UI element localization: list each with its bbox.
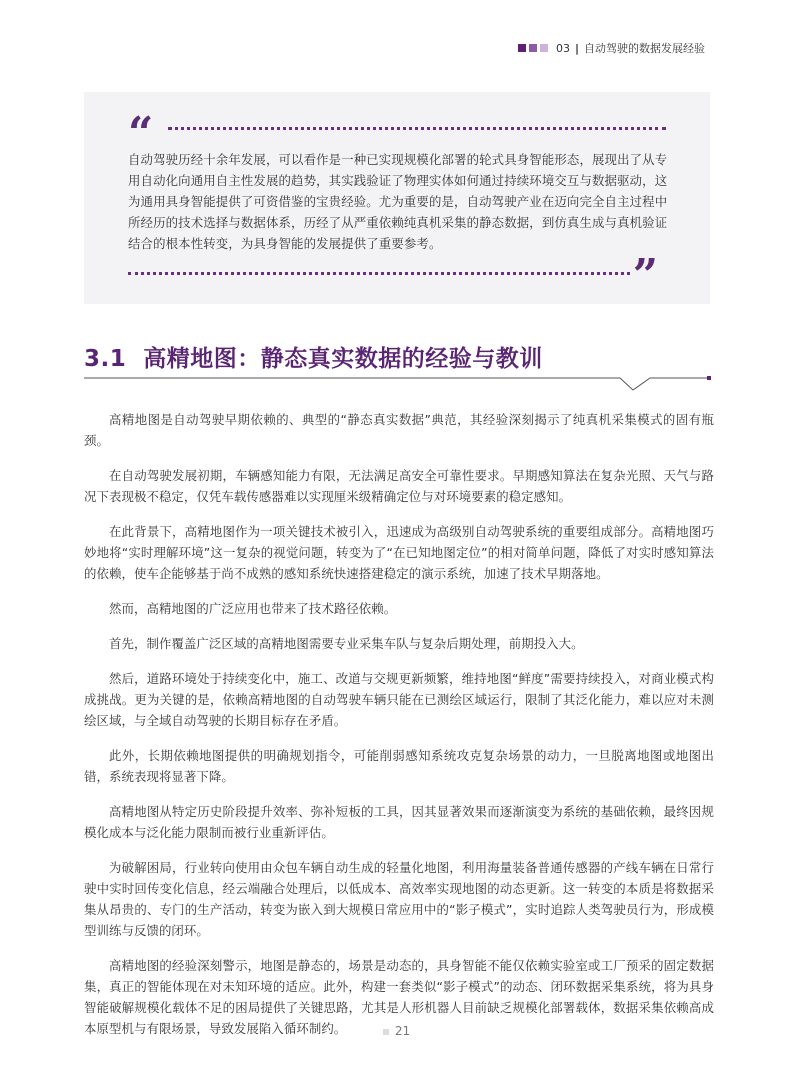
footer-square-icon [383,1029,389,1035]
quote-divider-bottom [128,272,630,275]
body-text [84,409,714,1053]
paragraph: 此外，长期依赖地图提供的明确规划指令，可能削弱感知系统攻克复杂场景的动力，一旦脱离地图或地图出错，系统表现将显著下降。 [84,748,714,784]
intro-quote-box [84,92,710,304]
paragraph: 然后，道路环境处于持续变化中，施工、改道与交规更新频繁，维持地图“鲜度”需要持续投入，对商业模式构成挑战。更为关键的是，依赖高精地图的自动驾驶车辆只能在已测绘区域运行，限制了其泛化能力，难以应对未测绘区域，与全域自动驾驶的长期目标存在矛盾。 [84,671,714,728]
page-footer [0,1024,793,1038]
page-header [518,40,705,56]
header-chapter-title: 自动驾驶的数据发展经验 [584,42,705,55]
intro-quote-text: 自动驾驶历经十余年发展，可以看作是一种已实现规模化部署的轮式具身智能形态，展现出了从专用自动化向通用自主性发展的趋势，其实践验证了物理实体如何通过持续环境交互与数据驱动，这为通用具身智能提供了可资借鉴的宝贵经验。尤为重要的是，自动驾驶产业在迈向完全自主过程中所经历的技术选择与数据体系，历经了从严重依赖纯真机采集的静态数据，到仿真生成与真机验证结合的根本性转变，为具身智能的发展提供了重要参考。 [128,152,668,251]
paragraph: 然而，高精地图的广泛应用也带来了技术路径依赖。 [109,601,397,616]
paragraph: 为破解困局，行业转向使用由众包车辆自动生成的轻量化地图，利用海量装备普通传感器的产线车辆在日常行驶中实时回传变化信息，经云端融合处理后，以低成本、高效率实现地图的动态更新。这一转变的本质是将数据采集从昂贵的、专门的生产活动，转变为嵌入到大规模日常应用中的“影子模式”，实时追踪人类驾驶员行为，形成模型训练与反馈的闭环。 [84,860,714,938]
header-separator: | [574,41,579,55]
header-square [540,44,548,52]
paragraph: 高精地图的经验深刻警示，地图是静态的，场景是动态的，具身智能不能仅依赖实验室或工厂预采的固定数据集，真正的智能体现在对未知环境的适应。此外，构建一套类似“影子模式”的动态、闭环数据采集系统，将为具身智能破解规模化载体不足的困局提供了关键思路，尤其是人形机器人目前缺乏规模化部署载体，数据采集依赖高成本原型机与有限场景，导致发展陷入循环制约。 [84,958,714,1036]
section-title-underline [84,345,714,395]
paragraph: 高精地图从特定历史阶段提升效率、弥补短板的工具，因其显著效果而逐渐演变为系统的基础依赖，最终因规模化成本与泛化能力限制而被行业重新评估。 [84,804,714,840]
header-section-number: 03 [555,41,570,55]
header-square [529,44,537,52]
open-quote-icon: “ [128,108,154,159]
header-squares-icon [518,44,548,52]
paragraph: 首先，制作覆盖广泛区域的高精地图需要专业采集车队与复杂后期处理，前期投入大。 [109,636,584,651]
paragraph: 在自动驾驶发展初期，车辆感知能力有限，无法满足高安全可靠性要求。早期感知算法在复杂光照、天气与路况下表现极不稳定，仅凭车载传感器难以实现厘米级精确定位与对环境要素的稳定感知。 [84,468,714,504]
paragraph: 在此背景下，高精地图作为一项关键技术被引入，迅速成为高级别自动驾驶系统的重要组成部分。高精地图巧妙地将“实时理解环境”这一复杂的视觉问题，转变为了“在已知地图定位”的相对简单问题，降低了对实时感知算法的依赖，使车企能够基于尚不成熟的感知系统快速搭建稳定的演示系统，加速了技术早期落地。 [84,524,714,581]
header-square [518,44,526,52]
section-number: 3.1 [84,346,127,372]
paragraph: 高精地图是自动驾驶早期依赖的、典型的“静态真实数据”典范，其经验深刻揭示了纯真机采集模式的固有瓶颈。 [84,412,714,448]
page-number: 21 [394,1024,411,1038]
close-quote-icon: ” [632,250,658,301]
quote-divider-top [168,127,666,130]
section-title: 高精地图：静态真实数据的经验与教训 [143,346,543,372]
